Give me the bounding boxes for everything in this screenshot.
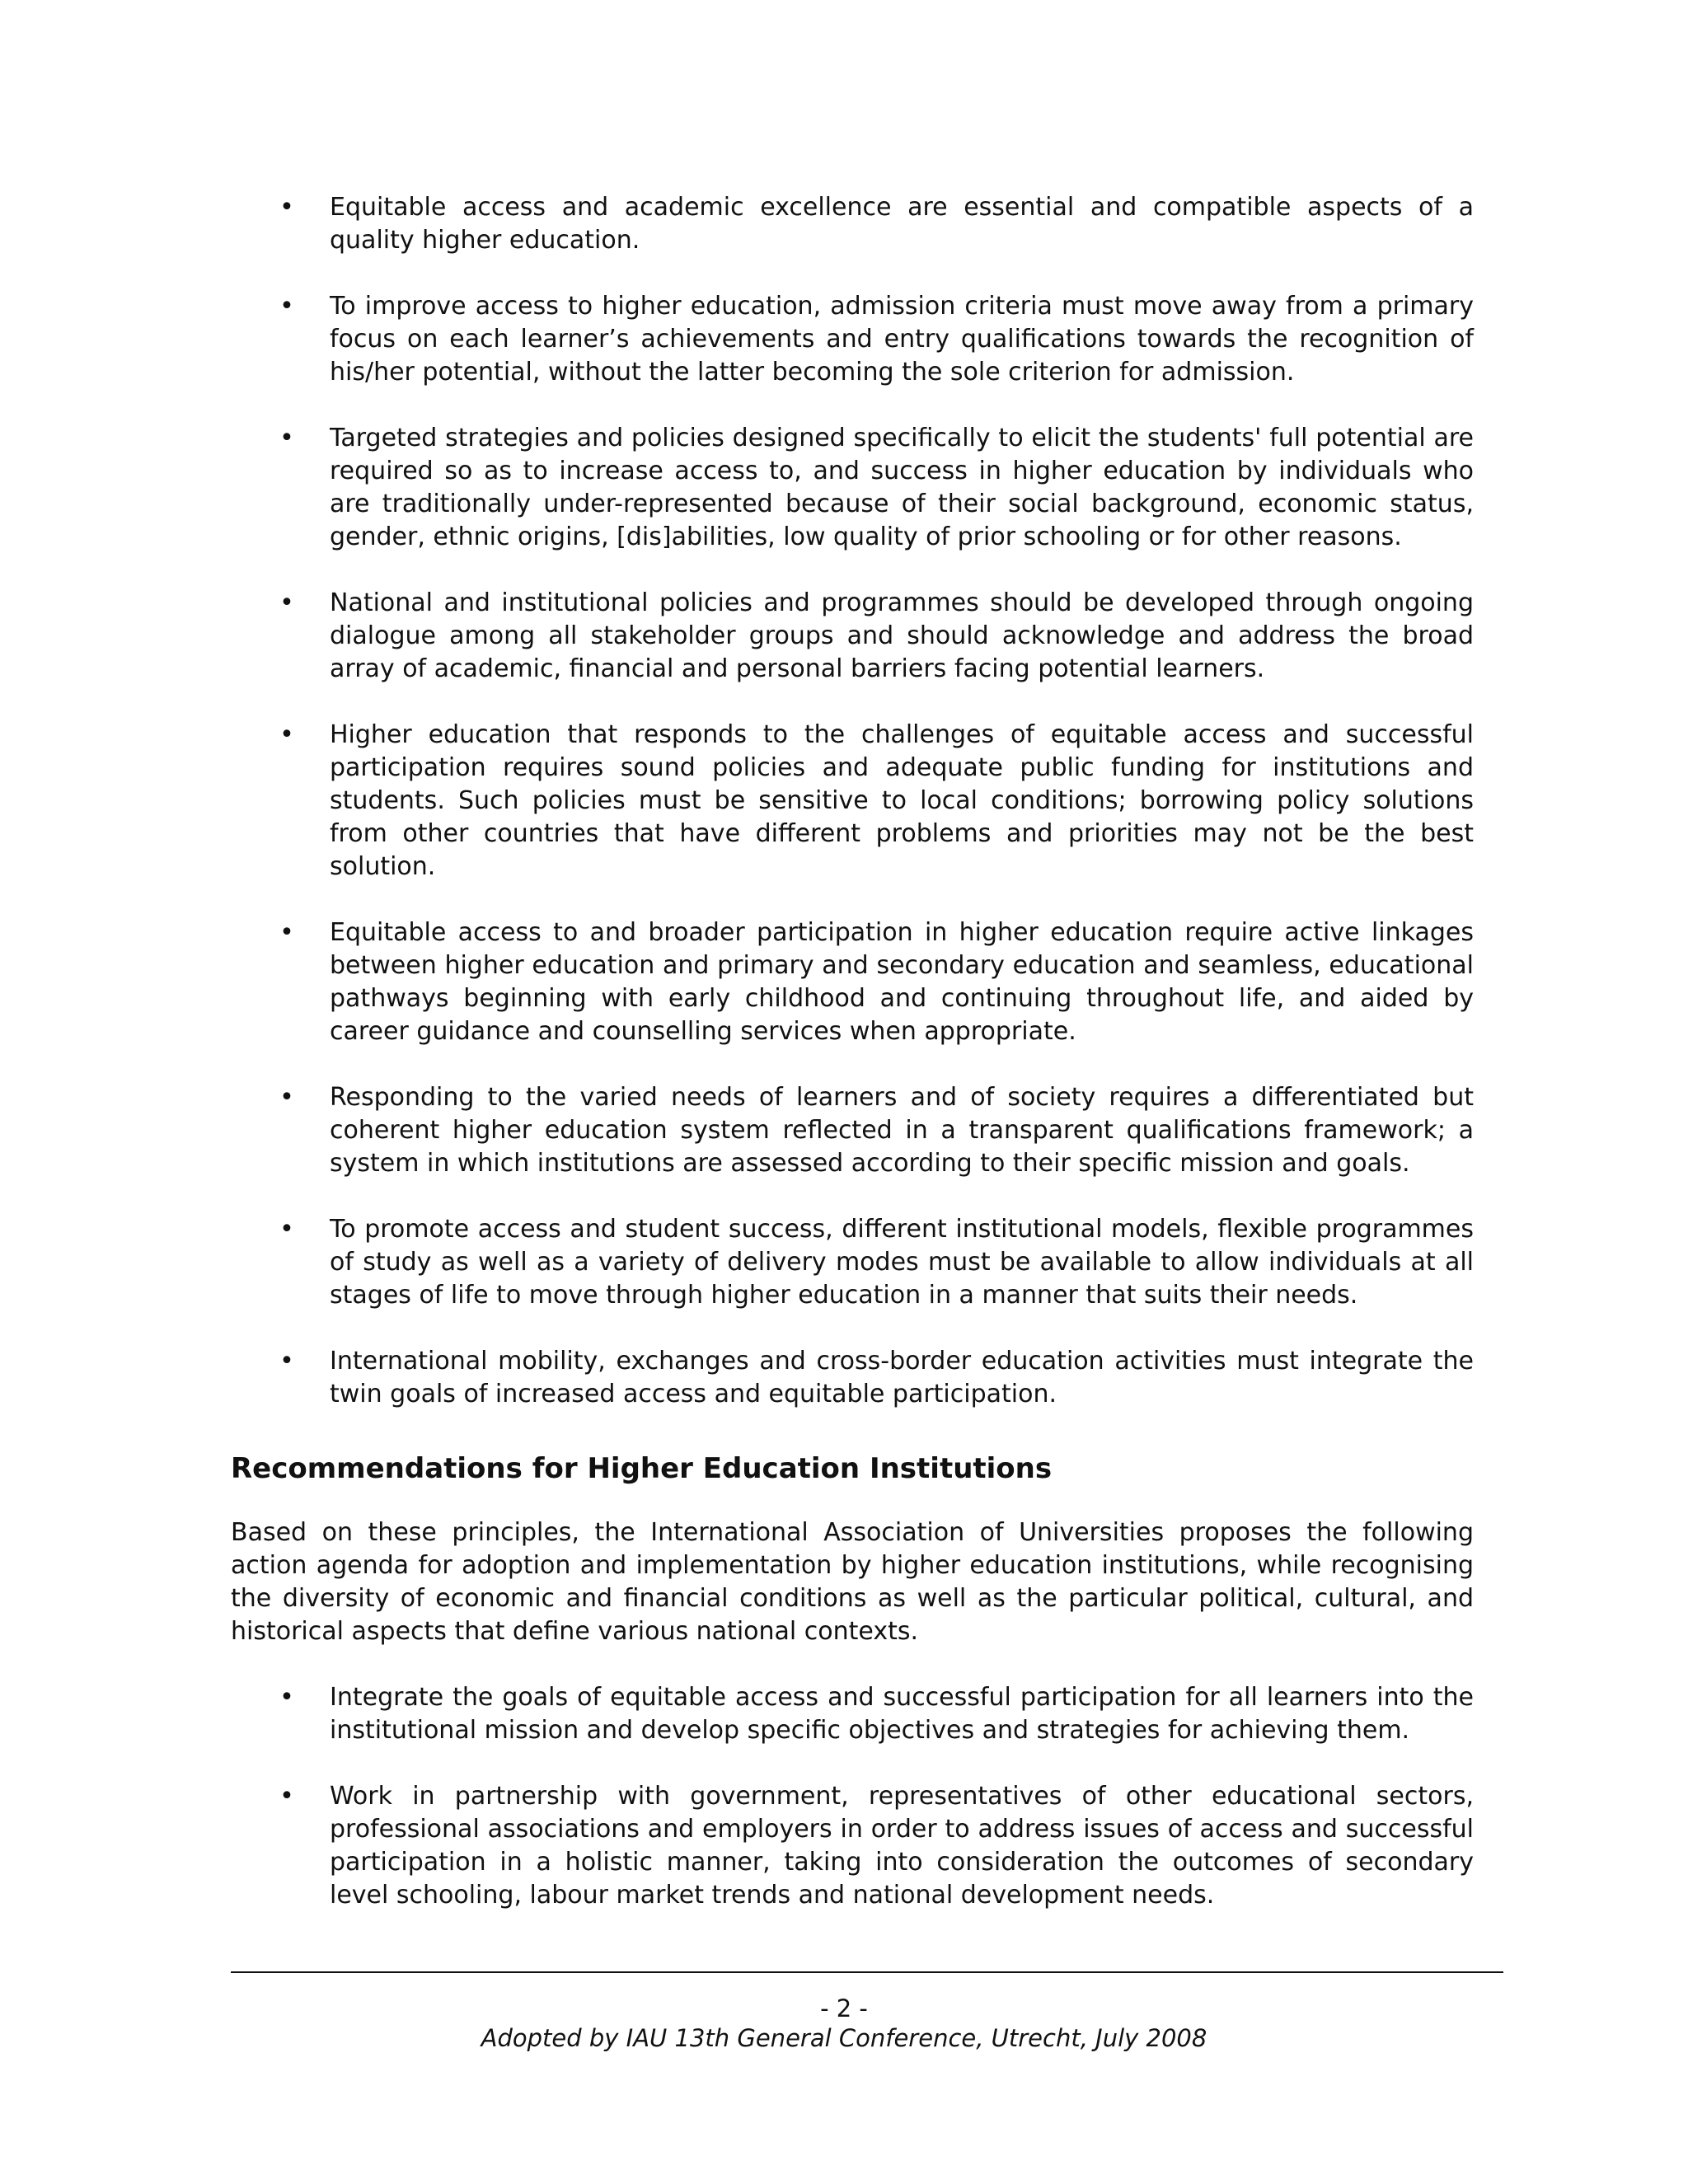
footer-divider	[231, 1971, 1503, 1973]
list-item-text: Higher education that responds to the challenges of equitable access and successful participation requires sound policies and adequate public funding for institutions and students. Such policies must be sensitive to local conditions; borrowing policy solutions from other countries that have different problems and priorities may not be the best solution.	[330, 720, 1474, 881]
list-item	[231, 1780, 1474, 1912]
bullet-icon: •	[279, 918, 294, 947]
list-item-text: Targeted strategies and policies designed specifically to elicit the students' full potential are required so as to increase access to, and success in higher education by individuals who are traditionally under-represented because of their social background, economic status, gender, ethnic origins, [dis]abilities, low quality of prior schooling or for other reasons.	[330, 424, 1474, 551]
bullet-icon: •	[279, 292, 294, 321]
bullet-icon: •	[279, 720, 294, 749]
list-item-text: National and institutional policies and programmes should be developed through ongoing dialogue among all stakeholder groups and should acknowledge and address the broad array of academic, financial and personal barriers facing potential learners.	[330, 588, 1474, 683]
bullet-icon: •	[279, 1083, 294, 1112]
bullet-icon: •	[279, 1347, 294, 1376]
list-item	[231, 1681, 1474, 1747]
list-item	[231, 1213, 1474, 1312]
list-item	[231, 1345, 1474, 1411]
principles-list	[231, 191, 1474, 1411]
section-heading: Recommendations for Higher Education Institutions	[231, 1452, 1053, 1485]
bullet-icon: •	[279, 193, 294, 222]
list-item-text: To promote access and student success, different institutional models, flexible programmes of study as well as a variety of delivery modes must be available to allow individuals at all stages of life to move through higher education in a manner that suits their needs.	[330, 1215, 1474, 1310]
list-item-text: Equitable access and academic excellence are essential and compatible aspects of a quality higher education.	[330, 193, 1474, 255]
list-item	[231, 916, 1474, 1048]
list-item	[231, 290, 1474, 389]
bullet-icon: •	[279, 588, 294, 617]
bullet-icon: •	[279, 1782, 294, 1811]
list-item-text: To improve access to higher education, admission criteria must move away from a primary focus on each learner’s achievements and entry qualifications towards the recognition of his/her potential, without the latter becoming the sole criterion for admission.	[330, 292, 1474, 387]
list-item	[231, 587, 1474, 686]
page-content	[231, 191, 1474, 1945]
footer-note: Adopted by IAU 13th General Conference, Utrecht, July 2008	[481, 2024, 1207, 2052]
list-item	[231, 719, 1474, 883]
page-number: - 2 -	[820, 1994, 868, 2022]
list-item-text: Equitable access to and broader participation in higher education require active linkages between higher education and primary and secondary education and seamless, educational pathways beginning with early childhood and continuing throughout life, and aided by career guidance and counselling services when appropriate.	[330, 918, 1474, 1046]
list-item-text: International mobility, exchanges and cross-border education activities must integrate the twin goals of increased access and equitable participation.	[330, 1347, 1474, 1408]
list-item-text: Responding to the varied needs of learners and of society requires a differentiated but coherent higher education system reflected in a transparent qualifications framework; a system in which institutions are assessed according to their specific mission and goals.	[330, 1083, 1474, 1178]
list-item	[231, 422, 1474, 554]
intro-paragraph: Based on these principles, the International Association of Universities proposes the following action agenda for adoption and implementation by higher education institutions, while recognising the diversity of economic and financial conditions as well as the particular political, cultural, and historical aspects that define various national contexts.	[231, 1518, 1474, 1646]
list-item	[231, 191, 1474, 257]
list-item-text: Work in partnership with government, representatives of other educational sectors, professional associations and employers in order to address issues of access and successful participation in a holistic manner, taking into consideration the outcomes of secondary level schooling, labour market trends and national development needs.	[330, 1782, 1474, 1910]
bullet-icon: •	[279, 1215, 294, 1244]
recommendations-list	[231, 1681, 1474, 1912]
bullet-icon: •	[279, 1683, 294, 1712]
list-item-text: Integrate the goals of equitable access and successful participation for all learners into the institutional mission and develop specific objectives and strategies for achieving them.	[330, 1683, 1474, 1745]
bullet-icon: •	[279, 424, 294, 452]
list-item	[231, 1081, 1474, 1180]
